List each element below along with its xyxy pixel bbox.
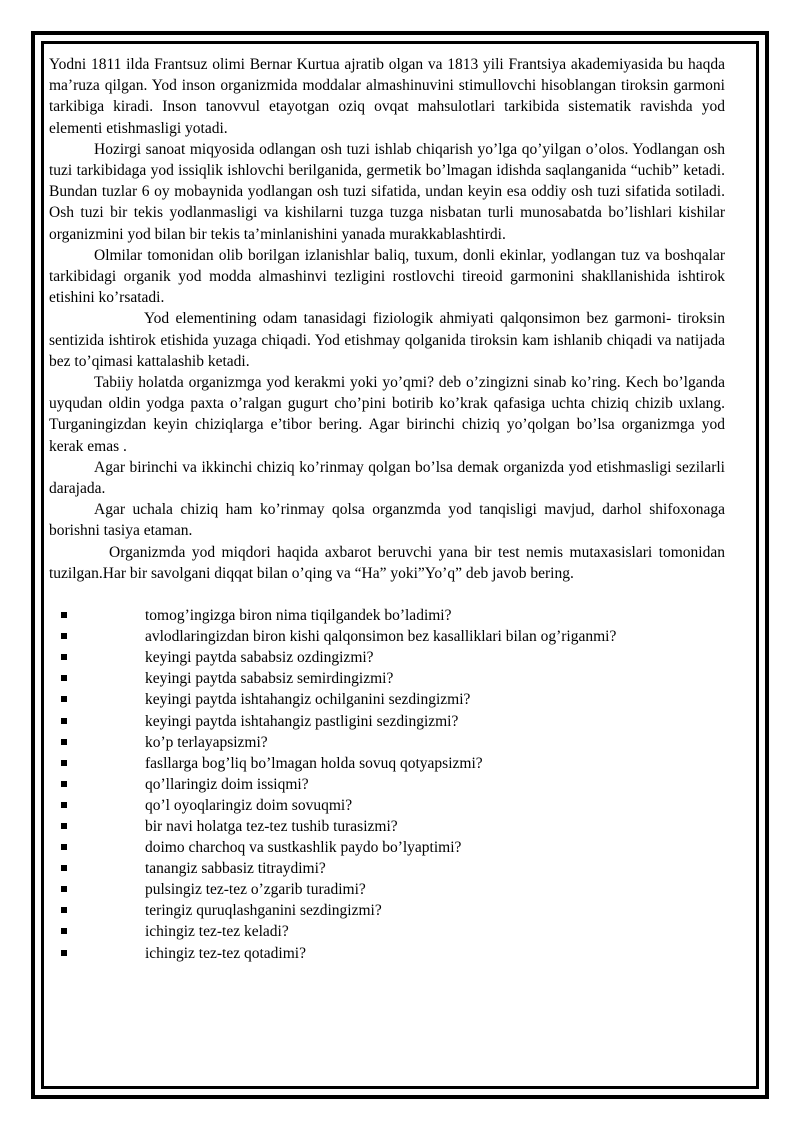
square-bullet-icon (61, 781, 67, 787)
paragraph-history: Yodni 1811 ilda Frantsuz olimi Bernar Kurtua ajratib olgan va 1813 yili Frantsiya akademiyasida bu haqda ma’ruza qilgan. Yod inson organizmida moddalar almashinuvini stimullovchi hisoblangan tiroksin garmoni tarkibiga kiradi. Inson tanovvul etayotgan oziq ovqat mahsulotlari tarkibida sistematik ravishda yod elementi etishmasligi yotadi. (49, 56, 725, 137)
paragraph-iodized-salt: Hozirgi sanoat miqyosida odlangan osh tuzi ishlab chiqarish yo’lga qo’yilgan o’olos. Yodlangan osh tuzi tarkibidaga yod issiqlik ishlovchi berilganida, germetik bo’lmagan idishda saqlanganida “uchib” ketadi. Bundan tuzlar 6 oy mobaynida yodlangan osh tuzi sifatida, undan keyin esa oddiy osh tuzi sifatida sotiladi. Osh tuzi bir tekis yodlanmasligi va kishilarni tuzga tuzga nisbatan turli munosabatda bo’lishlari kishilar organizmini yod bilan bir tekis ta’minlanishini yanada murakkablashtirdi. (49, 140, 725, 243)
question-text: ichingiz tez-tez keladi? (145, 923, 289, 941)
list-item (49, 900, 725, 921)
list-item (49, 795, 725, 816)
question-text: ko’p terlayapsizmi? (145, 733, 268, 751)
list-item (49, 774, 725, 795)
square-bullet-icon (61, 739, 67, 745)
list-item (49, 711, 725, 732)
question-text: avlodlaringizdan biron kishi qalqonsimon bez kasalliklari bilan og’riganmi? (145, 628, 617, 646)
paragraph-questionnaire-intro: Organizmda yod miqdori haqida axbarot beruvchi yana bir test nemis mutaxasislari tomonidan tuzilgan.Har bir savolgani diqqat bilan o’qing va “Ha” yoki”Yo’q” deb javob bering. (49, 543, 725, 582)
square-bullet-icon (61, 718, 67, 724)
question-text: qo’l oyoqlaringiz doim sovuqmi? (145, 796, 353, 814)
square-bullet-icon (61, 675, 67, 681)
square-bullet-icon (61, 696, 67, 702)
paragraph-two-lines: Agar birinchi va ikkinchi chiziq ko’rinmay qolgan bo’lsa demak organizda yod etishmasligi sezilarli darajada. (49, 458, 725, 498)
square-bullet-icon (61, 844, 67, 850)
square-bullet-icon (61, 928, 67, 934)
list-item (49, 689, 725, 710)
list-item (49, 816, 725, 837)
spacer (49, 584, 725, 605)
document-body (49, 54, 725, 964)
square-bullet-icon (61, 633, 67, 639)
question-text: keyingi paytda sababsiz ozdingizmi? (145, 649, 374, 667)
paragraph-self-test: Tabiiy holatda organizmga yod kerakmi yoki yo’qmi? deb o’zingizni sinab ko’ring. Kech bo’lganda uyqudan oldin yodga paxta o’ralgan gugurt cho’pini botirib ko’krak qafasiga uchta chiziq chizib uxlang. Turganingizdan keyin chiziqlarga e’tibor bering. Agar birinchi chiziq yo’qolgan bo’lsa organizmga yod kerak emas . (49, 374, 725, 455)
question-text: keyingi paytda sababsiz semirdingizmi? (145, 670, 394, 688)
square-bullet-icon (61, 760, 67, 766)
question-text: pulsingiz tez-tez o’zgarib turadimi? (145, 881, 366, 899)
question-text: fasllarga bog’liq bo’lmagan holda sovuq qotyapsizmi? (145, 754, 483, 772)
paragraph-three-lines: Agar uchala chiziq ham ko’rinmay qolsa organzmda yod tanqisligi mavjud, darhol shifoxonaga borishni tasiya etaman. (49, 501, 725, 540)
square-bullet-icon (61, 950, 67, 956)
question-text: qo’llaringiz doim issiqmi? (145, 775, 309, 793)
question-text: teringiz quruqlashganini sezdingizmi? (145, 902, 382, 920)
square-bullet-icon (61, 802, 67, 808)
paragraph-physiology: Yod elementining odam tanasidagi fiziologik ahmiyati qalqonsimon bez garmoni- tiroksin sentizida ishtirok etishida yuzaga chiqadi. Yod etishmay qolganida tiroksin kam ishlanib chiqadi va natijada bez to’qimasi kattalashib ketadi. (49, 310, 725, 370)
list-item (49, 879, 725, 900)
list-item (49, 626, 725, 647)
question-list (49, 605, 725, 964)
square-bullet-icon (61, 886, 67, 892)
question-text: keyingi paytda ishtahangiz ochilganini sezdingizmi? (145, 691, 471, 709)
question-text: doimo charchoq va sustkashlik paydo bo’lyaptimi? (145, 839, 462, 857)
square-bullet-icon (61, 823, 67, 829)
list-item (49, 605, 725, 626)
question-text: ichingiz tez-tez qotadimi? (145, 944, 306, 962)
square-bullet-icon (61, 612, 67, 618)
list-item (49, 837, 725, 858)
list-item (49, 753, 725, 774)
square-bullet-icon (61, 907, 67, 913)
list-item (49, 858, 725, 879)
list-item (49, 668, 725, 689)
square-bullet-icon (61, 654, 67, 660)
question-text: tanangiz sabbasiz titraydimi? (145, 860, 326, 878)
question-text: keyingi paytda ishtahangiz pastligini sezdingizmi? (145, 712, 459, 730)
square-bullet-icon (61, 865, 67, 871)
list-item (49, 732, 725, 753)
question-text: tomog’ingizga biron nima tiqilgandek bo’ladimi? (145, 607, 452, 625)
list-item (49, 943, 725, 964)
list-item (49, 921, 725, 942)
question-text: bir navi holatga tez-tez tushib turasizmi? (145, 818, 398, 836)
paragraph-research: Olmilar tomonidan olib borilgan izlanishlar baliq, tuxum, donli ekinlar, yodlangan tuz va boshqalar tarkibidagi organik yod modda almashinvi tezligini rostlovchi tireoid garmonini shakllanishida ishtirok etishini ko’rsatadi. (49, 246, 725, 307)
list-item (49, 647, 725, 668)
